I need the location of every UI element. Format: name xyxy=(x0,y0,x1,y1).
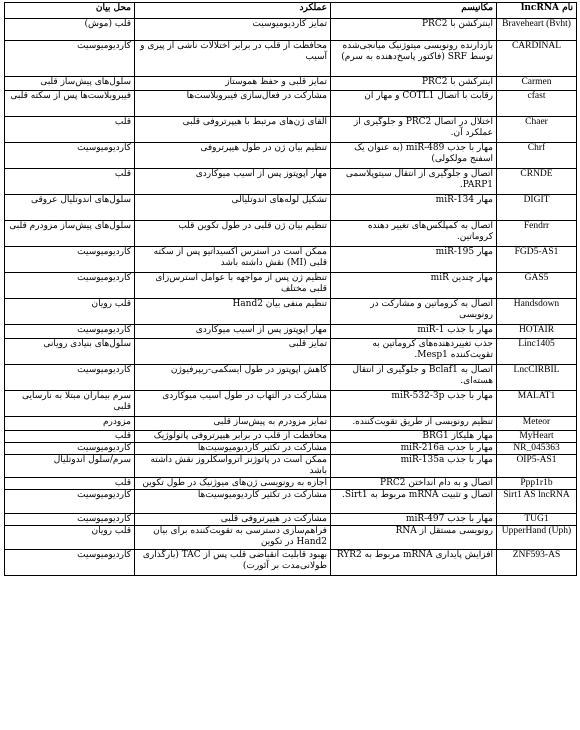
table-row xyxy=(5,91,577,117)
location-cell: کاردیومیوسیت xyxy=(5,41,135,77)
mechanism-cell: مهار با جذب miR-1 xyxy=(331,325,497,339)
mechanism-cell: مهار با جذب miR-489 (به عنوان یک اسفنج مولکولی) xyxy=(331,143,497,169)
mechanism-cell: مهار با جذب miR-532-3p xyxy=(331,391,497,417)
location-cell: قلب رویان xyxy=(5,299,135,325)
table-row xyxy=(5,455,577,478)
table-row xyxy=(5,195,577,221)
function-cell: تمایز کاردیومیوسیت xyxy=(135,19,331,41)
lncrna-table xyxy=(4,2,577,576)
lncrna-name: Fendrr xyxy=(497,221,577,247)
lncrna-name: Chaer xyxy=(497,117,577,143)
location-cell: کاردیومیوسیت xyxy=(5,365,135,391)
mechanism-cell: مهار چندین miR xyxy=(331,273,497,299)
location-cell: کاردیومیوسیت xyxy=(5,514,135,526)
table-row xyxy=(5,490,577,514)
header-function: عملکرد xyxy=(135,3,331,19)
function-cell: تمایز قلبی xyxy=(135,339,331,365)
lncrna-name: Handsdown xyxy=(497,299,577,325)
function-cell: فراهم‌سازی دسترسی به تقویت‌کننده برای بیان Hand2 در تکوین xyxy=(135,526,331,550)
table-row xyxy=(5,365,577,391)
mechanism-cell: افزایش پایداری mRNA مربوط به RYR2 xyxy=(331,550,497,576)
mechanism-cell: بازدارنده رونویسی میتوژنیک میانجی‌شده توسط SRF (فاکتور پاسخ‌دهنده به سرم) xyxy=(331,41,497,77)
lncrna-name: Chrf xyxy=(497,143,577,169)
mechanism-cell: مهار miR-134 xyxy=(331,195,497,221)
function-cell: مهار آپوپتوز پس از آسیب میوکاردی xyxy=(135,169,331,195)
table-body xyxy=(5,19,577,576)
lncrna-name: MALAT1 xyxy=(497,391,577,417)
function-cell: تنظیم ژن پس از مواجهه با عوامل استرس‌زای قلبی مختلف xyxy=(135,273,331,299)
location-cell: کاردیومیوسیت xyxy=(5,490,135,514)
table-row xyxy=(5,247,577,273)
function-cell: کاهش آپوپتوز در طول ایسکمی-ریپرفیوژن xyxy=(135,365,331,391)
table-row xyxy=(5,478,577,490)
lncrna-name: GAS5 xyxy=(497,273,577,299)
mechanism-cell: اتصال به کمپلکس‌های تغییر دهنده کروماتین. xyxy=(331,221,497,247)
location-cell: قلب (موش) xyxy=(5,19,135,41)
function-cell: تمایز مزودرم به پیش‌ساز قلبی xyxy=(135,417,331,431)
table-row xyxy=(5,299,577,325)
location-cell: قلب رویان xyxy=(5,526,135,550)
lncrna-name: HOTAIR xyxy=(497,325,577,339)
location-cell: کاردیومیوسیت xyxy=(5,443,135,455)
mechanism-cell: اتصال و به دام انداختن PRC2 xyxy=(331,478,497,490)
location-cell: کاردیومیوسیت xyxy=(5,143,135,169)
table-row xyxy=(5,273,577,299)
function-cell: بهبود قابلیت انقباضی قلب پس از TAC (بارگذاری طولانی‌مدت بر آئورت) xyxy=(135,550,331,576)
lncrna-name: Carmen xyxy=(497,77,577,91)
mechanism-cell: تنظیم رونویسی از طریق تقویت‌کننده. xyxy=(331,417,497,431)
function-cell: ممکن است در استرس اکسیداتیو پس از سکته قلبی (MI) نقش داشته باشد xyxy=(135,247,331,273)
lncrna-name: FGD5-AS1 xyxy=(497,247,577,273)
lncrna-name: DIGIT xyxy=(497,195,577,221)
location-cell: فیبروبلاست‌ها پس از سکته قلبی xyxy=(5,91,135,117)
function-cell: مشارکت در تکثیر کاردیومیوسیت‌ها xyxy=(135,490,331,514)
function-cell: القای ژن‌های مرتبط با هیپرتروفی قلبی xyxy=(135,117,331,143)
table-row xyxy=(5,391,577,417)
mechanism-cell: رقابت با اتصال COTL1 و مهار آن xyxy=(331,91,497,117)
location-cell: سرم بیماران مبتلا به نارسایی قلبی xyxy=(5,391,135,417)
lncrna-name: CARDINAL xyxy=(497,41,577,77)
lncrna-name: CRNDE xyxy=(497,169,577,195)
mechanism-cell: اینترکشن با PRC2 xyxy=(331,77,497,91)
function-cell: محافظت از قلب در برابر هیپرتروفی پاتولوژیک xyxy=(135,431,331,443)
header-name: نام lncRNA xyxy=(497,3,577,19)
location-cell: کاردیومیوسیت xyxy=(5,273,135,299)
location-cell: سلول‌های بنیادی رویانی xyxy=(5,339,135,365)
location-cell: سلول‌های پیش‌ساز مزودرم قلبی xyxy=(5,221,135,247)
location-cell: قلب xyxy=(5,478,135,490)
function-cell: مشارکت در تکثیر کاردیومیوسیت‌ها xyxy=(135,443,331,455)
lncrna-name: LncCIRBIL xyxy=(497,365,577,391)
location-cell: کاردیومیوسیت xyxy=(5,325,135,339)
lncrna-name: Linc1405 xyxy=(497,339,577,365)
lncrna-name: Braveheart (Bvht) xyxy=(497,19,577,41)
function-cell: محافظت از قلب در برابر اختلالات ناشی از پیری و آسیب xyxy=(135,41,331,77)
mechanism-cell: اتصال به Bclaf1 و جلوگیری از انتقال هسته‌ای. xyxy=(331,365,497,391)
function-cell: ممکن است در پاتوژنز آترواسکلروز نقش داشته باشد xyxy=(135,455,331,478)
location-cell: مزودرم xyxy=(5,417,135,431)
location-cell: سلول‌های پیش‌ساز قلبی xyxy=(5,77,135,91)
mechanism-cell: مهار با جذب miR-216a xyxy=(331,443,497,455)
header-location: محل بیان xyxy=(5,3,135,19)
mechanism-cell: رونویسی مستقل از RNA xyxy=(331,526,497,550)
lncrna-name: UpperHand (Uph) xyxy=(497,526,577,550)
table-row xyxy=(5,526,577,550)
function-cell: مهار آپوپتوز پس از آسیب میوکاردی xyxy=(135,325,331,339)
location-cell: کاردیومیوسیت xyxy=(5,247,135,273)
header-mechanism: مکانیسم xyxy=(331,3,497,19)
lncrna-name: Meteor xyxy=(497,417,577,431)
table-row xyxy=(5,514,577,526)
location-cell: قلب xyxy=(5,117,135,143)
lncrna-name: Sirt1 AS lncRNA xyxy=(497,490,577,514)
mechanism-cell: مهار با جذب miR-135a xyxy=(331,455,497,478)
table-row xyxy=(5,431,577,443)
mechanism-cell: اتصال و تثبیت mRNA مربوط به Sirt1. xyxy=(331,490,497,514)
mechanism-cell: اتصال به کروماتین و مشارکت در رونویسی xyxy=(331,299,497,325)
table-row xyxy=(5,77,577,91)
mechanism-cell: مهار با جذب miR-497 xyxy=(331,514,497,526)
mechanism-cell: اینترکشن با PRC2 xyxy=(331,19,497,41)
mechanism-cell: مهار miR-195 xyxy=(331,247,497,273)
table-row xyxy=(5,169,577,195)
lncrna-name: ZNF593-AS xyxy=(497,550,577,576)
location-cell: قلب xyxy=(5,431,135,443)
function-cell: تمایز قلبی و حفظ هموستاز xyxy=(135,77,331,91)
mechanism-cell: اختلال در اتصال PRC2 و جلوگیری از عملکرد آن. xyxy=(331,117,497,143)
table-row xyxy=(5,325,577,339)
table-row xyxy=(5,143,577,169)
location-cell: قلب xyxy=(5,169,135,195)
lncrna-name: TUG1 xyxy=(497,514,577,526)
lncrna-table-page xyxy=(4,2,576,576)
lncrna-name: OIP5-AS1 xyxy=(497,455,577,478)
lncrna-name: cfast xyxy=(497,91,577,117)
function-cell: مشارکت در هیپرتروفی قلبی xyxy=(135,514,331,526)
location-cell: سلول‌های اندوتلیال عروقی xyxy=(5,195,135,221)
lncrna-name: NR_045363 xyxy=(497,443,577,455)
function-cell: تنظیم منفی بیان Hand2 xyxy=(135,299,331,325)
function-cell: تنظیم بیان ژن قلبی در طول تکوین قلب xyxy=(135,221,331,247)
function-cell: تنظیم بیان ژن در طول هیپرتروفی xyxy=(135,143,331,169)
table-row xyxy=(5,339,577,365)
table-row xyxy=(5,117,577,143)
table-row xyxy=(5,221,577,247)
table-row xyxy=(5,417,577,431)
location-cell: کاردیومیوسیت xyxy=(5,550,135,576)
lncrna-name: Ppp1r1b xyxy=(497,478,577,490)
lncrna-name: MyHeart xyxy=(497,431,577,443)
mechanism-cell: مهار هلیکاز BRG1 xyxy=(331,431,497,443)
function-cell: تشکیل لوله‌های اندوتلیالی xyxy=(135,195,331,221)
table-row xyxy=(5,41,577,77)
table-row xyxy=(5,550,577,576)
function-cell: مشارکت در التهاب در طول آسیب میوکاردی xyxy=(135,391,331,417)
function-cell: مشارکت در فعال‌سازی فیبروبلاست‌ها xyxy=(135,91,331,117)
mechanism-cell: اتصال و جلوگیری از انتقال سیتوپلاسمی PARP1. xyxy=(331,169,497,195)
table-row xyxy=(5,443,577,455)
function-cell: اجازه به رونویسی ژن‌های میوژنیک در طول تکوین xyxy=(135,478,331,490)
mechanism-cell: جذب تغییردهنده‌های کروماتین به تقویت‌کننده Mesp1. xyxy=(331,339,497,365)
location-cell: سرم/سلول اندوتلیال xyxy=(5,455,135,478)
table-header-row xyxy=(5,3,577,19)
table-row xyxy=(5,19,577,41)
